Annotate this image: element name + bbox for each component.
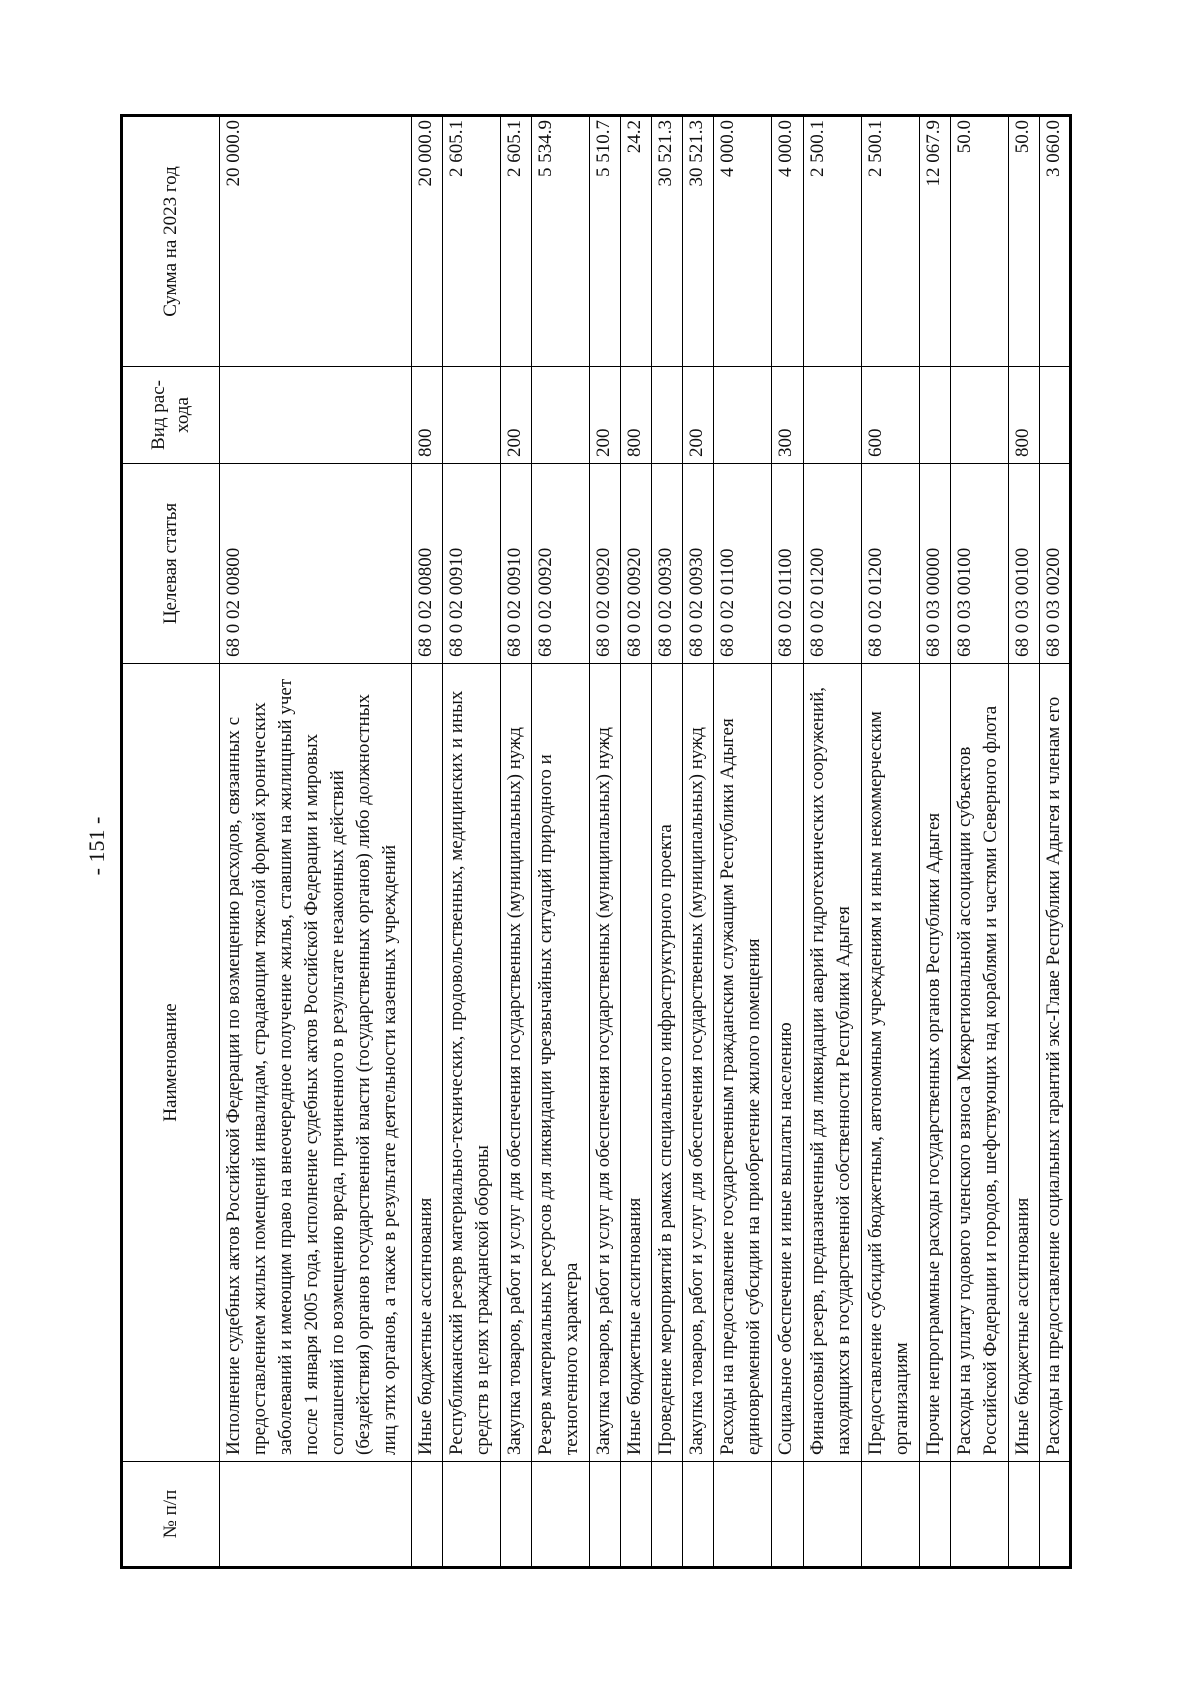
cell-name: Резерв материальных ресурсов для ликвидации чрезвычайных ситуаций природного и техногенного характера bbox=[531, 664, 589, 1462]
cell-num bbox=[1039, 1462, 1070, 1568]
cell-sum: 50.0 bbox=[950, 116, 1008, 367]
header-name: Наименование bbox=[122, 664, 220, 1462]
cell-num bbox=[683, 1462, 714, 1568]
cell-name: Республиканский резерв материально-технических, продовольственных, медицинских и иных средств в целях гражданской обороны bbox=[442, 664, 500, 1462]
cell-name: Проведение мероприятий в рамках специального инфраструктурного проекта bbox=[652, 664, 683, 1462]
table-row bbox=[919, 116, 950, 1568]
table-row bbox=[652, 116, 683, 1568]
cell-name: Прочие непрограммные расходы государственных органов Республики Адыгея bbox=[919, 664, 950, 1462]
cell-target: 68 0 02 00800 bbox=[411, 464, 442, 664]
cell-sum: 2 605.1 bbox=[500, 116, 531, 367]
table-row bbox=[442, 116, 500, 1568]
cell-num bbox=[919, 1462, 950, 1568]
table-row bbox=[500, 116, 531, 1568]
budget-table bbox=[120, 114, 1072, 1569]
cell-name: Предоставление субсидий бюджетным, автономным учреждениям и иным некоммерческим организациям bbox=[861, 664, 919, 1462]
cell-num bbox=[411, 1462, 442, 1568]
table-row bbox=[621, 116, 652, 1568]
cell-num bbox=[714, 1462, 772, 1568]
cell-target: 68 0 02 01100 bbox=[772, 464, 803, 664]
cell-kind: 800 bbox=[411, 367, 442, 464]
cell-kind bbox=[442, 367, 500, 464]
cell-num bbox=[950, 1462, 1008, 1568]
cell-target: 68 0 02 00930 bbox=[683, 464, 714, 664]
cell-kind bbox=[714, 367, 772, 464]
cell-sum: 50.0 bbox=[1008, 116, 1039, 367]
cell-sum: 20 000.0 bbox=[220, 116, 412, 367]
cell-kind bbox=[220, 367, 412, 464]
cell-sum: 12 067.9 bbox=[919, 116, 950, 367]
cell-sum: 30 521.3 bbox=[652, 116, 683, 367]
table-row bbox=[411, 116, 442, 1568]
cell-sum: 30 521.3 bbox=[683, 116, 714, 367]
cell-sum: 24.2 bbox=[621, 116, 652, 367]
cell-num bbox=[772, 1462, 803, 1568]
cell-target: 68 0 02 00920 bbox=[531, 464, 589, 664]
cell-target: 68 0 02 00910 bbox=[442, 464, 500, 664]
cell-name: Исполнение судебных актов Российской Федерации по возмещению расходов, связанных с предоставлением жилых помещений инвалидам, страдающим тяжелой формой хронических заболеваний и имеющим право на внеочередное получение жилья, ставшим на жилищный учет после 1 января 2005 года, исполнение судебных актов Российской Федерации и мировых соглашений по возмещению вреда, причиненного в результате незаконных действий (бездействия) органов государственной власти (государственных органов) либо должностных лиц этих органов, а также в результате деятельности казенных учреждений bbox=[220, 664, 412, 1462]
cell-name: Иные бюджетные ассигнования bbox=[411, 664, 442, 1462]
cell-kind bbox=[1039, 367, 1070, 464]
cell-kind: 600 bbox=[861, 367, 919, 464]
cell-name: Расходы на уплату годового членского взноса Межрегиональной ассоциации субъектов Российской Федерации и городов, шефствующих над кораблями и частями Северного флота bbox=[950, 664, 1008, 1462]
cell-num bbox=[531, 1462, 589, 1568]
table-row bbox=[590, 116, 621, 1568]
cell-num bbox=[1008, 1462, 1039, 1568]
cell-name: Закупка товаров, работ и услуг для обеспечения государственных (муниципальных) нужд bbox=[500, 664, 531, 1462]
table-row bbox=[803, 116, 861, 1568]
cell-name: Расходы на предоставление государственным гражданским служащим Республики Адыгея единовременной субсидии на приобретение жилого помещения bbox=[714, 664, 772, 1462]
cell-kind: 300 bbox=[772, 367, 803, 464]
cell-kind: 200 bbox=[683, 367, 714, 464]
cell-kind: 200 bbox=[500, 367, 531, 464]
table-row bbox=[950, 116, 1008, 1568]
cell-num bbox=[500, 1462, 531, 1568]
cell-num bbox=[220, 1462, 412, 1568]
table-row bbox=[683, 116, 714, 1568]
cell-target: 68 0 03 00100 bbox=[1008, 464, 1039, 664]
cell-num bbox=[590, 1462, 621, 1568]
cell-sum: 5 510.7 bbox=[590, 116, 621, 367]
cell-name: Иные бюджетные ассигнования bbox=[621, 664, 652, 1462]
table-row bbox=[772, 116, 803, 1568]
cell-num bbox=[861, 1462, 919, 1568]
table-row bbox=[531, 116, 589, 1568]
cell-target: 68 0 02 00920 bbox=[621, 464, 652, 664]
cell-target: 68 0 02 00930 bbox=[652, 464, 683, 664]
cell-sum: 20 000.0 bbox=[411, 116, 442, 367]
table-row bbox=[1039, 116, 1070, 1568]
header-kind: Вид рас-хода bbox=[122, 367, 220, 464]
cell-target: 68 0 02 00910 bbox=[500, 464, 531, 664]
cell-target: 68 0 02 01200 bbox=[861, 464, 919, 664]
cell-sum: 3 060.0 bbox=[1039, 116, 1070, 367]
cell-num bbox=[652, 1462, 683, 1568]
table-header-row bbox=[122, 116, 220, 1568]
cell-kind: 200 bbox=[590, 367, 621, 464]
cell-sum: 2 500.1 bbox=[861, 116, 919, 367]
cell-sum: 2 500.1 bbox=[803, 116, 861, 367]
cell-kind bbox=[803, 367, 861, 464]
cell-sum: 4 000.0 bbox=[714, 116, 772, 367]
header-sum: Сумма на 2023 год bbox=[122, 116, 220, 367]
cell-target: 68 0 03 00100 bbox=[950, 464, 1008, 664]
cell-name: Расходы на предоставление социальных гарантий экс-Главе Республики Адыгея и членам его bbox=[1039, 664, 1070, 1462]
cell-num bbox=[803, 1462, 861, 1568]
table-row bbox=[220, 116, 412, 1568]
cell-num bbox=[442, 1462, 500, 1568]
cell-kind bbox=[919, 367, 950, 464]
cell-target: 68 0 02 01100 bbox=[714, 464, 772, 664]
header-target: Целевая статья bbox=[122, 464, 220, 664]
cell-sum: 4 000.0 bbox=[772, 116, 803, 367]
cell-target: 68 0 02 00800 bbox=[220, 464, 412, 664]
table-row bbox=[861, 116, 919, 1568]
page-number: - 151 - bbox=[84, 816, 109, 876]
cell-kind: 800 bbox=[1008, 367, 1039, 464]
cell-sum: 5 534.9 bbox=[531, 116, 589, 367]
cell-kind bbox=[950, 367, 1008, 464]
table-row bbox=[714, 116, 772, 1568]
cell-name: Социальное обеспечение и иные выплаты населению bbox=[772, 664, 803, 1462]
cell-name: Закупка товаров, работ и услуг для обеспечения государственных (муниципальных) нужд bbox=[590, 664, 621, 1462]
cell-target: 68 0 03 00200 bbox=[1039, 464, 1070, 664]
cell-kind bbox=[652, 367, 683, 464]
cell-target: 68 0 02 01200 bbox=[803, 464, 861, 664]
rotated-table-container bbox=[120, 117, 1072, 1569]
cell-kind bbox=[531, 367, 589, 464]
cell-name: Закупка товаров, работ и услуг для обеспечения государственных (муниципальных) нужд bbox=[683, 664, 714, 1462]
table-row bbox=[1008, 116, 1039, 1568]
header-num: № п/п bbox=[122, 1462, 220, 1568]
cell-target: 68 0 03 00000 bbox=[919, 464, 950, 664]
cell-name: Финансовый резерв, предназначенный для ликвидации аварий гидротехнических сооружений, находящихся в государственной собственности Республики Адыгея bbox=[803, 664, 861, 1462]
cell-name: Иные бюджетные ассигнования bbox=[1008, 664, 1039, 1462]
cell-sum: 2 605.1 bbox=[442, 116, 500, 367]
cell-num bbox=[621, 1462, 652, 1568]
cell-target: 68 0 02 00920 bbox=[590, 464, 621, 664]
cell-kind: 800 bbox=[621, 367, 652, 464]
